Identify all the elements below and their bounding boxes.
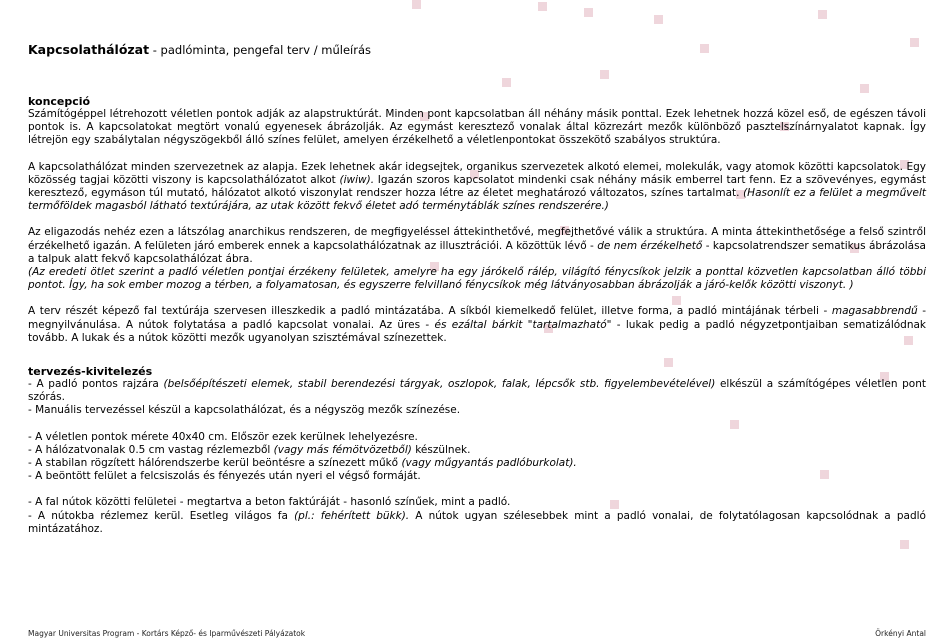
list-item: - A stabilan rögzített hálórendszerbe kerül beöntésre a színezett műkő (vagy műgyantás padlóburkolat). (28, 457, 577, 470)
list-item: - A beöntött felület a felcsiszolás és fényezés után nyeri el végső formáját. (28, 470, 421, 483)
background-dot (412, 0, 421, 9)
background-dot (538, 2, 547, 11)
background-dot (700, 44, 709, 53)
koncepcio-paragraph-3-note: (Az eredeti ötlet szerint a padló véletlen pontjai érzékeny felületek, amelyre ha egy járókelő rálép, világító fénycsíkok jelzik a ponttal közvetlen kapcsolatban álló többi pontot. Így, ha sok ember mozog a térben, a folyamatosan, és egyszerre felvillanó fénycsíkok még látványosabban ábrázolják a járó-kelők közötti viszonyt. ) (28, 266, 926, 292)
section-koncepcio (28, 95, 926, 345)
background-dot (600, 70, 609, 79)
list-item: - A hálózatvonalak 0.5 cm vastag rézlemezből (vagy más fémötvözetből) készülnek. (28, 443, 471, 456)
koncepcio-paragraph-2: A kapcsolathálózat minden szervezetnek az alapja. Ezek lehetnek akár idegsejtek, organikus szervezetek alkotó elemei, molekulák, vagy atomok közötti kapcsolatok. Egy közösség tagjai közötti viszony is kapcsolathálózatot alkot (iwiw). Igazán szoros kapcsolatot mindenki csak néhány másik emberrel tart fenn. Ez a szövevényes, egymást keresztező, egymáson túl mutató, hálózatot alkotó viszonylat rendszer hozza létre az életet meghatározó változatos, színes tartalmat. (Hasonlít ez a felület a megművelt termőföldek magasból látható textúrájára, az utak között fekvő életet adó terménytáblák színes rendszerére.) (28, 160, 927, 213)
list-item: - A nútokba rézlemez kerül. Esetleg világos fa (pl.: fehérített bükk). A nútok ugyan szélesebbek mint a padló vonalai, de folytatólagosan kapcsolódnak a padló mintázatához. (28, 509, 926, 535)
section-heading-koncepcio: koncepció (28, 95, 91, 108)
section-tervezes (28, 365, 926, 536)
background-dot (502, 78, 511, 87)
title-subtitle: - padlóminta, pengefal terv / műleírás (149, 43, 371, 57)
title-main: Kapcsolathálózat (28, 42, 150, 57)
list-item: - A véletlen pontok mérete 40x40 cm. Először ezek kerülnek lehelyezésre. (28, 430, 418, 443)
list-item: - A fal nútok közötti felületei - megtartva a beton faktúráját - hasonló színűek, mint a padló. (28, 496, 511, 509)
koncepcio-paragraph-1: Számítógéppel létrehozott véletlen pontok adják az alapstruktúrát. Minden pont kapcsolatban áll néhány másik ponttal. Ezek lehetnek hozzá közel eső, de egészen távoli pontok is. A kapcsolatokat megtört vonalú egyenesek ábrázolják. Az egymást keresztező vonalak által közrezárt mezők különböző pasztelszínárnyalatot kapnak. Így létrejön egy szabálytalan négyszögekből álló színes felület, amelyen érzékelhető a véletlenpontokat összekötő szabályos struktúra. (28, 108, 926, 147)
background-dot (860, 84, 869, 93)
document-body (28, 95, 926, 536)
background-dot (584, 8, 593, 17)
koncepcio-paragraph-4: A terv részét képező fal textúrája szervesen illeszkedik a padló mintázatába. A síkból kiemelkedő felület, illetve forma, a padló mintájának térbeli - magasabbrendű - megnyilvánulása. A nútok folytatása a padló kapcsolat vonalai. Az üres - és ezáltal bárkit "tartalmazható" - lukak pedig a padló négyzetpontjaiban sematizálódnak tovább. A lukak és a nútok közötti mezők ugyanolyan szisztémával színezettek. (28, 305, 926, 344)
section-heading-tervezes: tervezés-kivitelezés (28, 365, 153, 379)
list-item: - Manuális tervezéssel készül a kapcsolathálózat, és a négyszög mezők színezése. (28, 404, 461, 417)
background-dot (818, 10, 827, 19)
background-dot (900, 540, 909, 549)
footer-program-name: Magyar Universitas Program - Kortárs Képző- és Iparművészeti Pályázatok (28, 629, 306, 638)
page-title (28, 42, 371, 57)
background-dot (910, 38, 919, 47)
list-item: - A padló pontos rajzára (belsőépítészeti elemek, stabil berendezési tárgyak, oszlopok, falak, lépcsők stb. figyelembevételével) elkészül a számítógépes véletlen pont szórás. (28, 378, 926, 404)
footer-author: Örkényi Antal (875, 629, 926, 638)
background-dot (654, 15, 663, 24)
koncepcio-paragraph-3: Az eligazodás nehéz ezen a látszólag anarchikus rendszeren, de megfigyeléssel áttekinthetővé, megfejthetővé válik a struktúra. A minta áttekinthetősége a felső szintről érzékelhető igazán. A felületen járó emberek ennek a kapcsolathálózatnak az illusztrációi. A közöttük lévő - de nem érzékelhető - kapcsolatrendszer sematikus ábrázolása a talpuk alatt fekvő kapcsolathálózat ábra. (28, 226, 926, 265)
